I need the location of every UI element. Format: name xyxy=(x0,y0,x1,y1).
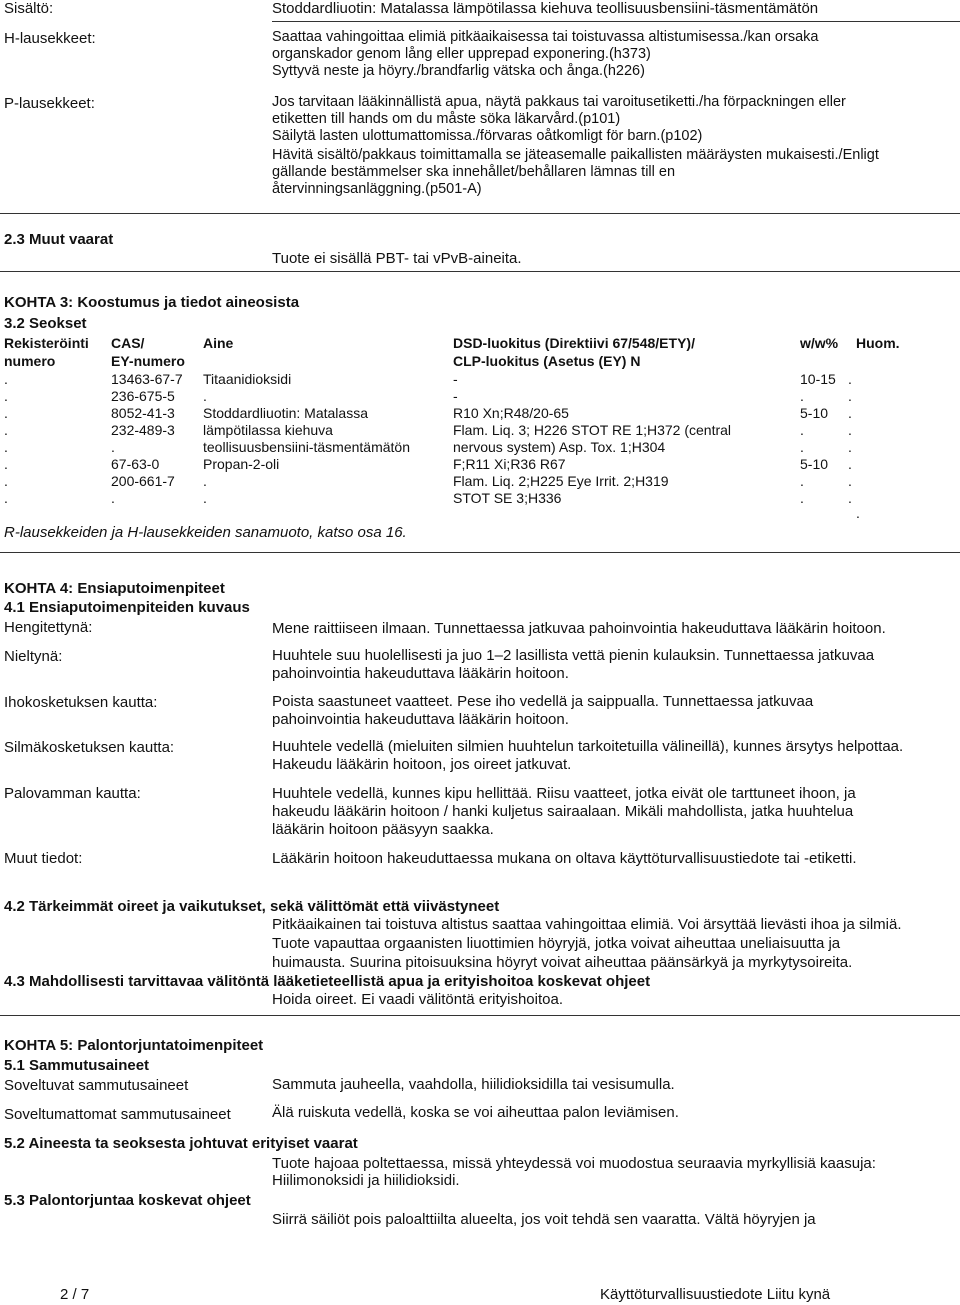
other-hazards-heading: 2.3 Muut vaarat xyxy=(4,231,114,248)
section4-sub3: 4.3 Mahdollisesti tarvittavaa välitöntä lääketieteellistä apua ja erityishoitoa koskevat ohjeet xyxy=(4,973,651,990)
cell-reg: . xyxy=(4,371,8,387)
section5-heading: KOHTA 5: Palontorjuntatoimenpiteet xyxy=(4,1037,264,1054)
first-aid-label: Nieltynä: xyxy=(4,648,63,665)
cell-cas: 8052-41-3 xyxy=(111,405,175,421)
section5-sub1: 5.1 Sammutusaineet xyxy=(4,1057,150,1074)
cell-cas: 13463-67-7 xyxy=(111,371,183,387)
sisalto-value: Stoddardliuotin: Matalassa lämpötilassa kiehuva teollisuusbensiini-täsmentämätön xyxy=(272,0,819,17)
unsuitable-text: Älä ruiskuta vedellä, koska se voi aiheuttaa palon leviämisen. xyxy=(272,1104,679,1121)
col-header-cas: EY-numero xyxy=(111,353,185,369)
first-aid-text: Huuhtele vedellä, kunnes kipu hellittää. Riisu vaatteet, jotka eivät ole tarttuneet ihoon, ja xyxy=(272,785,856,802)
cell-ww: . xyxy=(800,490,804,506)
h-statement-line: Saattaa vahingoittaa elimiä pitkäaikaisessa tai toistuvassa altistumisessa./kan orsaka xyxy=(272,29,819,45)
first-aid-label: Palovamman kautta: xyxy=(4,785,141,802)
cell-huom: . xyxy=(848,371,852,387)
h-statement-line: organskador genom lång eller upprepad exponering.(h373) xyxy=(272,46,651,62)
page-number: 2 / 7 xyxy=(60,1286,90,1303)
cell-huom: . xyxy=(848,422,852,438)
cell-huom: . xyxy=(848,490,852,506)
p-statement-line: återvinningsanläggning.(p501-A) xyxy=(272,181,482,197)
cell-reg: . xyxy=(4,490,8,506)
divider xyxy=(0,552,960,553)
col-header-aine: Aine xyxy=(203,335,234,351)
first-aid-text: Huuhtele vedellä (mieluiten silmien huuhtelun tarkoitetuilla välineillä), kunnes ärsytys helpottaa. xyxy=(272,738,904,755)
divider xyxy=(0,271,960,272)
cell-reg: . xyxy=(4,456,8,472)
first-aid-text: pahoinvointia hakeuduttava lääkärin hoitoon. xyxy=(272,711,569,728)
col-header-cas: CAS/ xyxy=(111,335,145,351)
section3-subheading: 3.2 Seokset xyxy=(4,315,87,332)
cell-dsd: F;R11 Xi;R36 R67 xyxy=(453,456,566,472)
cell-huom: . xyxy=(848,439,852,455)
other-hazards-text: Tuote ei sisällä PBT- tai vPvB-aineita. xyxy=(272,250,522,267)
cell-huom: . xyxy=(848,456,852,472)
cell-dsd: - xyxy=(453,371,458,387)
cell-reg: . xyxy=(4,439,8,455)
cell-huom: . xyxy=(848,388,852,404)
unsuitable-label: Soveltumattomat sammutusaineet xyxy=(4,1106,231,1123)
suitable-text: Sammuta jauheella, vaahdolla, hiilidioksidilla tai vesisumulla. xyxy=(272,1076,675,1093)
cell-ww: 10-15 xyxy=(800,371,836,387)
cell-aine: Propan-2-oli xyxy=(203,456,280,472)
first-aid-text: Lääkärin hoitoon hakeuduttaessa mukana on oltava käyttöturvallisuustiedote tai -etiketti. xyxy=(272,850,857,867)
special-hazards-text: Tuote hajoaa poltettaessa, missä yhteydessä voi muodostua seuraavia myrkyllisiä kaasuja: xyxy=(272,1155,876,1172)
cell-cas: . xyxy=(111,439,115,455)
symptoms-text: Tuote vapauttaa orgaanisten liuottimien höyryjä, jotka voivat aiheuttaa uneliaisuutta ja xyxy=(272,935,841,952)
first-aid-text: Huuhtele suu huolellisesti ja juo 1–2 lasillista vettä pienin kulauksin. Tunnettaessa jatkuvaa xyxy=(272,647,875,664)
cell-ww: . xyxy=(800,422,804,438)
divider xyxy=(272,21,960,22)
first-aid-label: Hengitettynä: xyxy=(4,619,93,636)
first-aid-label: Ihokosketuksen kautta: xyxy=(4,694,158,711)
cell-dsd: STOT SE 3;H336 xyxy=(453,490,562,506)
section4-sub2: 4.2 Tärkeimmät oireet ja vaikutukset, sekä välittömät että viivästyneet xyxy=(4,898,500,915)
section5-sub2: 5.2 Aineesta ta seoksesta johtuvat erityiset vaarat xyxy=(4,1135,358,1152)
first-aid-text: Hakeudu lääkärin hoitoon, jos oireet jatkuvat. xyxy=(272,756,572,773)
cell-aine: . xyxy=(203,473,207,489)
first-aid-label: Muut tiedot: xyxy=(4,850,83,867)
col-header-dsd: DSD-luokitus (Direktiivi 67/548/ETY)/ xyxy=(453,335,695,351)
symptoms-text: Pitkäaikainen tai toistuva altistus saattaa vahingoittaa elimiä. Voi ärsyttää lievästi ihoa ja silmiä. xyxy=(272,916,902,933)
section4-sub1: 4.1 Ensiaputoimenpiteiden kuvaus xyxy=(4,599,250,616)
p-statement-line: gällande bestämmelser ska innehållet/behållaren lämnas till en xyxy=(272,164,676,180)
p-statements-label: P-lausekkeet: xyxy=(4,95,95,112)
first-aid-text: lääkärin hoitoon pääsyyn saakka. xyxy=(272,821,494,838)
cell-aine: . xyxy=(203,490,207,506)
cell-dsd: - xyxy=(453,388,458,404)
cell-aine: teollisuusbensiini-täsmentämätön xyxy=(203,439,410,455)
first-aid-text: Poista saastuneet vaatteet. Pese iho vedellä ja saippualla. Tunnettaessa jatkuvaa xyxy=(272,693,814,710)
cell-dsd: Flam. Liq. 3; H226 STOT RE 1;H372 (central xyxy=(453,422,732,438)
cell-ww: . xyxy=(800,388,804,404)
section3-note: R-lausekkeiden ja H-lausekkeiden sanamuoto, katso osa 16. xyxy=(4,524,407,541)
cell-reg: . xyxy=(4,405,8,421)
document-title: Käyttöturvallisuustiedote Liitu kynä xyxy=(600,1286,831,1303)
first-aid-text: pahoinvointia hakeuduttava lääkärin hoitoon. xyxy=(272,665,569,682)
cell-dsd: R10 Xn;R48/20-65 xyxy=(453,405,569,421)
col-header-reg: Rekisteröinti xyxy=(4,335,89,351)
firefighting-text: Siirrä säiliöt pois paloalttiilta alueelta, jos voit tehdä sen vaaratta. Vältä höyryjen ja xyxy=(272,1211,816,1228)
h-statement-line: Syttyvä neste ja höyry./brandfarlig vätska och ånga.(h226) xyxy=(272,63,645,79)
cell-cas: 67-63-0 xyxy=(111,456,160,472)
first-aid-text: hakeudu lääkärin hoitoon / hanki kuljetus sairaalaan. Mikäli mahdollista, jatka huuhtelua xyxy=(272,803,854,820)
p-statement-line: Säilytä lasten ulottumattomissa./förvaras oåtkomligt för barn.(p102) xyxy=(272,128,703,144)
sisalto-label: Sisältö: xyxy=(4,0,54,17)
p-statement-line: etiketten till hands om du måste söka läkarvård.(p101) xyxy=(272,111,621,127)
section3-heading: KOHTA 3: Koostumus ja tiedot aineosista xyxy=(4,294,300,311)
col-header-dsd: CLP-luokitus (Asetus (EY) N xyxy=(453,353,641,369)
cell-dsd: Flam. Liq. 2;H225 Eye Irrit. 2;H319 xyxy=(453,473,669,489)
cell-cas: . xyxy=(111,490,115,506)
symptoms-text: huimausta. Suurina pitoisuuksina höyryt voivat aiheuttaa päänsärkyä ja myrkytysoireita. xyxy=(272,954,853,971)
col-header-reg: numero xyxy=(4,353,56,369)
suitable-label: Soveltuvat sammutusaineet xyxy=(4,1077,189,1094)
first-aid-text: Mene raittiiseen ilmaan. Tunnettaessa jatkuvaa pahoinvointia hakeuduttava lääkärin hoitoon. xyxy=(272,620,886,637)
cell-ww: . xyxy=(800,439,804,455)
divider xyxy=(0,1015,960,1016)
col-header-huom: Huom. xyxy=(856,335,900,351)
cell-huom: . xyxy=(848,473,852,489)
cell-aine: Stoddardliuotin: Matalassa xyxy=(203,405,368,421)
cell-reg: . xyxy=(4,388,8,404)
special-hazards-text: Hiilimonoksidi ja hiilidioksidi. xyxy=(272,1172,460,1189)
cell-cas: 200-661-7 xyxy=(111,473,175,489)
cell-cas: 236-675-5 xyxy=(111,388,175,404)
cell-aine: lämpötilassa kiehuva xyxy=(203,422,333,438)
cell-cas: 232-489-3 xyxy=(111,422,175,438)
table-trailing-dot: . xyxy=(856,505,860,521)
first-aid-label: Silmäkosketuksen kautta: xyxy=(4,739,175,756)
treatment-text: Hoida oireet. Ei vaadi välitöntä erityishoitoa. xyxy=(272,991,563,1008)
cell-ww: 5-10 xyxy=(800,456,829,472)
p-statement-line: Jos tarvitaan lääkinnällistä apua, näytä pakkaus tai varoitusetiketti./ha förpackningen eller xyxy=(272,94,846,110)
col-header-ww: w/w% xyxy=(800,335,839,351)
p-statement-line: Hävitä sisältö/pakkaus toimittamalla se jäteasemalle paikallisten määräysten mukaisesti./Enligt xyxy=(272,147,879,163)
cell-ww: . xyxy=(800,473,804,489)
cell-reg: . xyxy=(4,473,8,489)
section5-sub3: 5.3 Palontorjuntaa koskevat ohjeet xyxy=(4,1192,251,1209)
h-statements-label: H-lausekkeet: xyxy=(4,30,96,47)
cell-dsd: nervous system) Asp. Tox. 1;H304 xyxy=(453,439,666,455)
cell-huom: . xyxy=(848,405,852,421)
cell-reg: . xyxy=(4,422,8,438)
divider xyxy=(0,213,960,214)
cell-aine: . xyxy=(203,388,207,404)
section4-heading: KOHTA 4: Ensiaputoimenpiteet xyxy=(4,580,225,597)
cell-ww: 5-10 xyxy=(800,405,829,421)
cell-aine: Titaanidioksidi xyxy=(203,371,292,387)
